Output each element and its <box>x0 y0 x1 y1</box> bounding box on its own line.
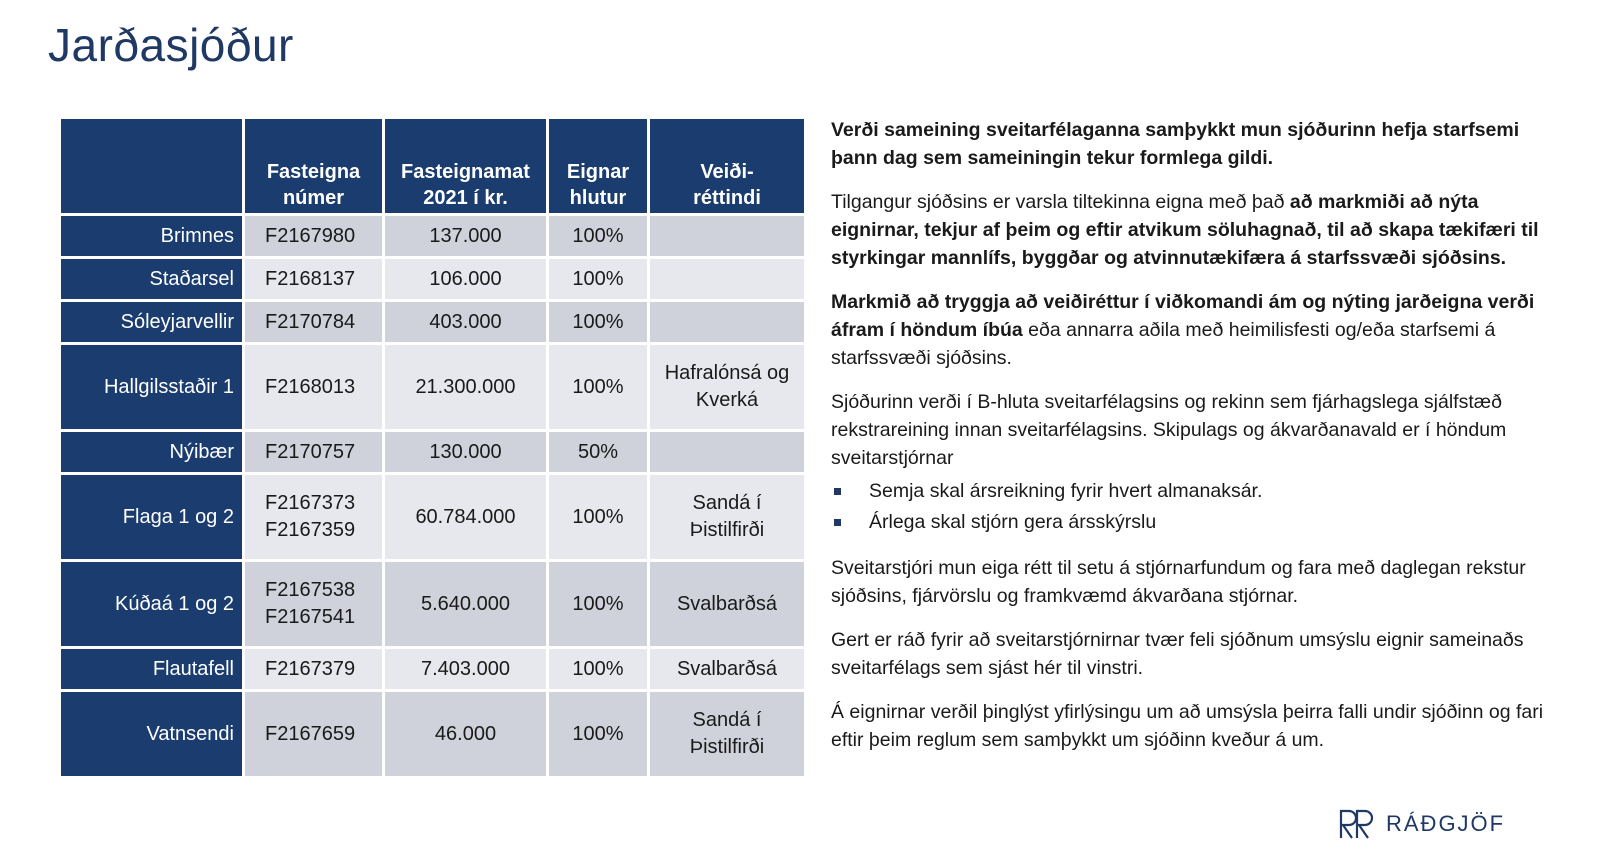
property-table <box>58 116 807 779</box>
list-item: Semja skal ársreikning fyrir hvert almanaksár. <box>831 476 1551 507</box>
property-number-cell: F2168013 <box>245 345 382 429</box>
fishing-rights-cell: Svalbarðsá <box>650 562 804 646</box>
table-header-row <box>61 119 804 213</box>
property-number-cell: F2167538 F2167541 <box>245 562 382 646</box>
fishing-rights-cell: Sandá í Þistilfirði <box>650 475 804 559</box>
table-row <box>61 259 804 299</box>
property-name-cell: Flautafell <box>61 649 242 689</box>
paragraph-4: Sjóðurinn verði í B-hluta sveitarfélagsins og rekinn sem fjárhagslega sjálfstæð rekstrareining innan sveitarfélagsins. Skipulags og ákvarðanavald er í höndum sveitarstjórnar <box>831 391 1507 469</box>
paragraph-7: Á eignirnar verðil þinglýst yfirlýsingu um að umsýsla þeirra falli undir sjóðinn og fari eftir þeim reglum sem samþykkt um sjóðinn kveður á um. <box>831 701 1544 751</box>
property-number-cell: F2168137 <box>245 259 382 299</box>
rr-monogram-icon <box>1338 808 1376 840</box>
property-value-cell: 7.403.000 <box>385 649 546 689</box>
paragraph-1: Verði sameining sveitarfélaganna samþykkt mun sjóðurinn hefja starfsemi þann dag sem sameiningin tekur formlega gildi. <box>831 119 1520 169</box>
property-value-cell: 403.000 <box>385 302 546 342</box>
logo-text: RÁÐGJÖF <box>1386 811 1506 836</box>
list-item: Árlega skal stjórn gera ársskýrslu <box>831 507 1551 538</box>
radgjof-logo <box>1338 806 1505 842</box>
property-name-cell: Hallgilsstaðir 1 <box>61 345 242 429</box>
paragraph-3: Markmið að tryggja að veiðiréttur í viðkomandi ám og nýting jarðeigna verði áfram í höndum íbúa eða annarra aðila með heimilisfesti og/eða starfsemi á starfssvæði sjóðsins. <box>831 291 1535 369</box>
property-share-cell: 100% <box>549 562 647 646</box>
table-row <box>61 692 804 776</box>
bullet-list <box>831 476 1551 538</box>
property-name-cell: Staðarsel <box>61 259 242 299</box>
property-name-cell: Sóleyjarvellir <box>61 302 242 342</box>
property-number-cell: F2170757 <box>245 432 382 472</box>
table-row <box>61 345 804 429</box>
paragraph-6: Gert er ráð fyrir að sveitarstjórnirnar tvær feli sjóðnum umsýslu eignir sameinaðs sveitarfélags sem sjást hér til vinstri. <box>831 629 1524 679</box>
property-share-cell: 50% <box>549 432 647 472</box>
header-cell-number: Fasteigna númer <box>245 119 382 213</box>
fishing-rights-cell: Svalbarðsá <box>650 649 804 689</box>
fishing-rights-cell <box>650 432 804 472</box>
fishing-rights-cell: Sandá í Þistilfirði <box>650 692 804 776</box>
table-row <box>61 432 804 472</box>
property-number-cell: F2167659 <box>245 692 382 776</box>
description-text <box>831 116 1551 770</box>
fishing-rights-cell: Hafralónsá og Kverká <box>650 345 804 429</box>
square-bullet-icon <box>834 488 841 495</box>
property-share-cell: 100% <box>549 216 647 256</box>
property-value-cell: 46.000 <box>385 692 546 776</box>
property-value-cell: 21.300.000 <box>385 345 546 429</box>
table-row <box>61 216 804 256</box>
header-cell-rights: Veiði- réttindi <box>650 119 804 213</box>
table-row <box>61 649 804 689</box>
fishing-rights-cell <box>650 302 804 342</box>
property-number-cell: F2167379 <box>245 649 382 689</box>
property-share-cell: 100% <box>549 302 647 342</box>
page-title: Jarðasjóður <box>48 19 294 71</box>
header-cell-name <box>61 119 242 213</box>
property-number-cell: F2167980 <box>245 216 382 256</box>
table-row <box>61 562 804 646</box>
property-share-cell: 100% <box>549 692 647 776</box>
property-share-cell: 100% <box>549 259 647 299</box>
square-bullet-icon <box>834 519 841 526</box>
property-value-cell: 137.000 <box>385 216 546 256</box>
property-name-cell: Flaga 1 og 2 <box>61 475 242 559</box>
header-cell-share: Eignar hlutur <box>549 119 647 213</box>
property-share-cell: 100% <box>549 345 647 429</box>
header-cell-value: Fasteignamat 2021 í kr. <box>385 119 546 213</box>
property-value-cell: 60.784.000 <box>385 475 546 559</box>
table-row <box>61 302 804 342</box>
fishing-rights-cell <box>650 259 804 299</box>
property-number-cell: F2167373 F2167359 <box>245 475 382 559</box>
property-share-cell: 100% <box>549 649 647 689</box>
property-value-cell: 106.000 <box>385 259 546 299</box>
property-value-cell: 130.000 <box>385 432 546 472</box>
property-name-cell: Kúðaá 1 og 2 <box>61 562 242 646</box>
table-row <box>61 475 804 559</box>
property-name-cell: Vatnsendi <box>61 692 242 776</box>
property-name-cell: Nýibær <box>61 432 242 472</box>
property-value-cell: 5.640.000 <box>385 562 546 646</box>
property-share-cell: 100% <box>549 475 647 559</box>
paragraph-5: Sveitarstjóri mun eiga rétt til setu á stjórnarfundum og fara með daglegan rekstur sjóðsins, fjárvörslu og framkvæmd ákvarðana stjórnar. <box>831 557 1526 607</box>
paragraph-2: Tilgangur sjóðsins er varsla tiltekinna eigna með það að markmiði að nýta eignirnar, tekjur af þeim og eftir atvikum söluhagnað, til að skapa tækifæri til styrkingar mannlífs, byggðar og atvinnutækifæra á starfssvæði sjóðsins. <box>831 191 1539 269</box>
fishing-rights-cell <box>650 216 804 256</box>
property-name-cell: Brimnes <box>61 216 242 256</box>
property-number-cell: F2170784 <box>245 302 382 342</box>
